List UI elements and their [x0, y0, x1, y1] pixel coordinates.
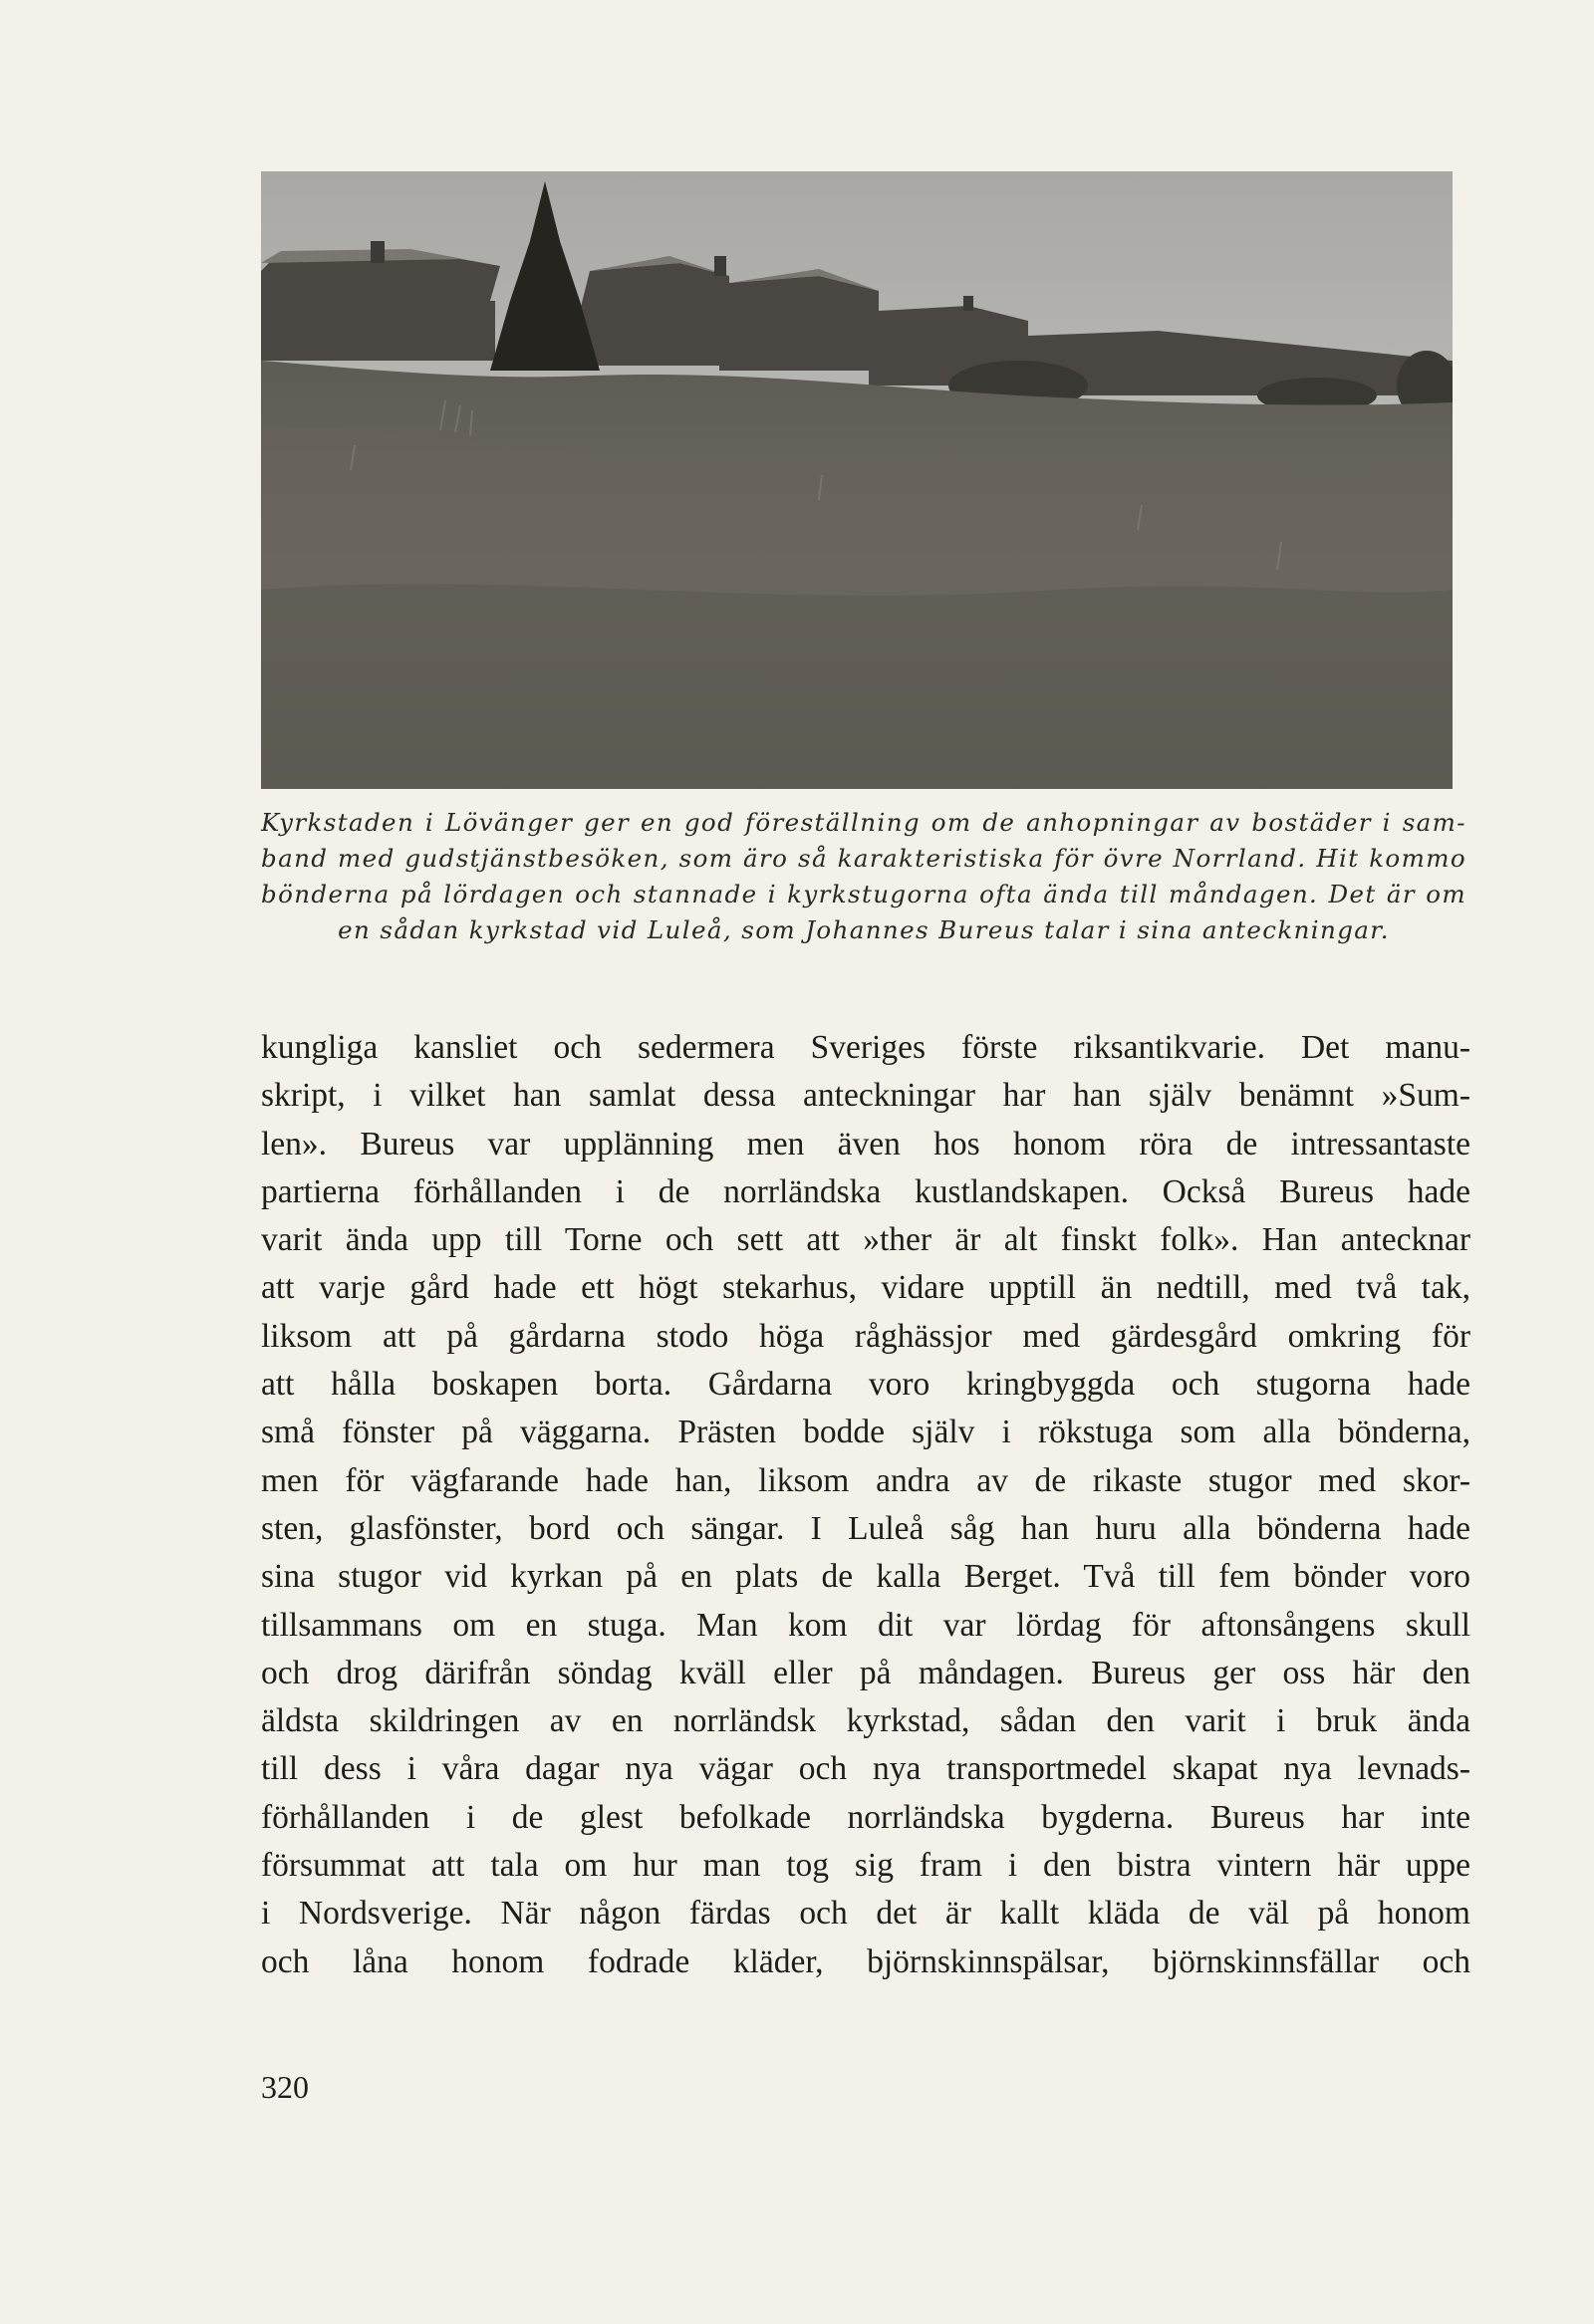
body-line: att hålla boskapen borta. Gårdarna voro kringbyggda och stugorna hade: [261, 1366, 1470, 1404]
body-line: att varje gård hade ett högt stekarhus, vidare upptill än nedtill, med två tak,: [261, 1269, 1470, 1307]
body-line: tillsammans om en stuga. Man kom dit var lördag för aftonsångens skull: [261, 1606, 1470, 1644]
body-text: [261, 1024, 1470, 1986]
body-line: och drog därifrån söndag kväll eller på måndagen. Bureus ger oss här den: [261, 1654, 1470, 1691]
church-town-photograph: [261, 171, 1453, 789]
body-line: till dess i våra dagar nya vägar och nya transportmedel skapat nya levnads-: [261, 1750, 1470, 1788]
caption-line: Kyrkstaden i Lövänger ger en god föreställning om de anhopningar av bostäder i sam-: [261, 808, 1466, 837]
body-line: små fönster på väggarna. Prästen bodde själv i rökstuga som alla bönderna,: [261, 1414, 1470, 1451]
body-line: förhållanden i de glest befolkade norrländska bygderna. Bureus har inte: [261, 1798, 1470, 1836]
photo-caption: [261, 805, 1466, 948]
caption-line: en sådan kyrkstad vid Luleå, som Johannes Bureus talar i sina anteckningar.: [338, 915, 1390, 944]
page-number: 320: [261, 2069, 309, 2105]
body-line: len». Bureus var upplänning men även hos honom röra de intressantaste: [261, 1125, 1470, 1162]
body-line: och låna honom fodrade kläder, björnskinnspälsar, björnskinnsfällar och: [261, 1942, 1470, 1980]
body-line: försummat att tala om hur man tog sig fram i den bistra vintern här uppe: [261, 1847, 1470, 1885]
caption-line: band med gudstjänstbesöken, som äro så karakteristiska för övre Norrland. Hit kommo: [261, 844, 1466, 873]
body-line: sten, glasfönster, bord och sängar. I Luleå såg han huru alla bönderna hade: [261, 1509, 1470, 1547]
body-line: skript, i vilket han samlat dessa anteckningar har han själv benämnt »Sum-: [261, 1077, 1470, 1115]
photo-drawing: [261, 171, 1453, 789]
body-line: varit ända upp till Torne och sett att »ther är alt finskt folk». Han antecknar: [261, 1221, 1470, 1259]
body-line: kungliga kansliet och sedermera Sveriges förste riksantikvarie. Det manu-: [261, 1029, 1470, 1066]
caption-line: bönderna på lördagen och stannade i kyrkstugorna ofta ända till måndagen. Det är om: [261, 880, 1466, 908]
body-line: liksom att på gårdarna stodo höga råghässjor med gärdesgård omkring för: [261, 1317, 1470, 1355]
body-line: i Nordsverige. När någon färdas och det är kallt kläda de väl på honom: [261, 1895, 1470, 1933]
body-line: äldsta skildringen av en norrländsk kyrkstad, sådan den varit i bruk ända: [261, 1702, 1470, 1740]
body-line: sina stugor vid kyrkan på en plats de kalla Berget. Två till fem bönder voro: [261, 1558, 1470, 1596]
body-line: men för vägfarande hade han, liksom andra av de rikaste stugor med skor-: [261, 1461, 1470, 1499]
body-line: partierna förhållanden i de norrländska kustlandskapen. Också Bureus hade: [261, 1172, 1470, 1210]
